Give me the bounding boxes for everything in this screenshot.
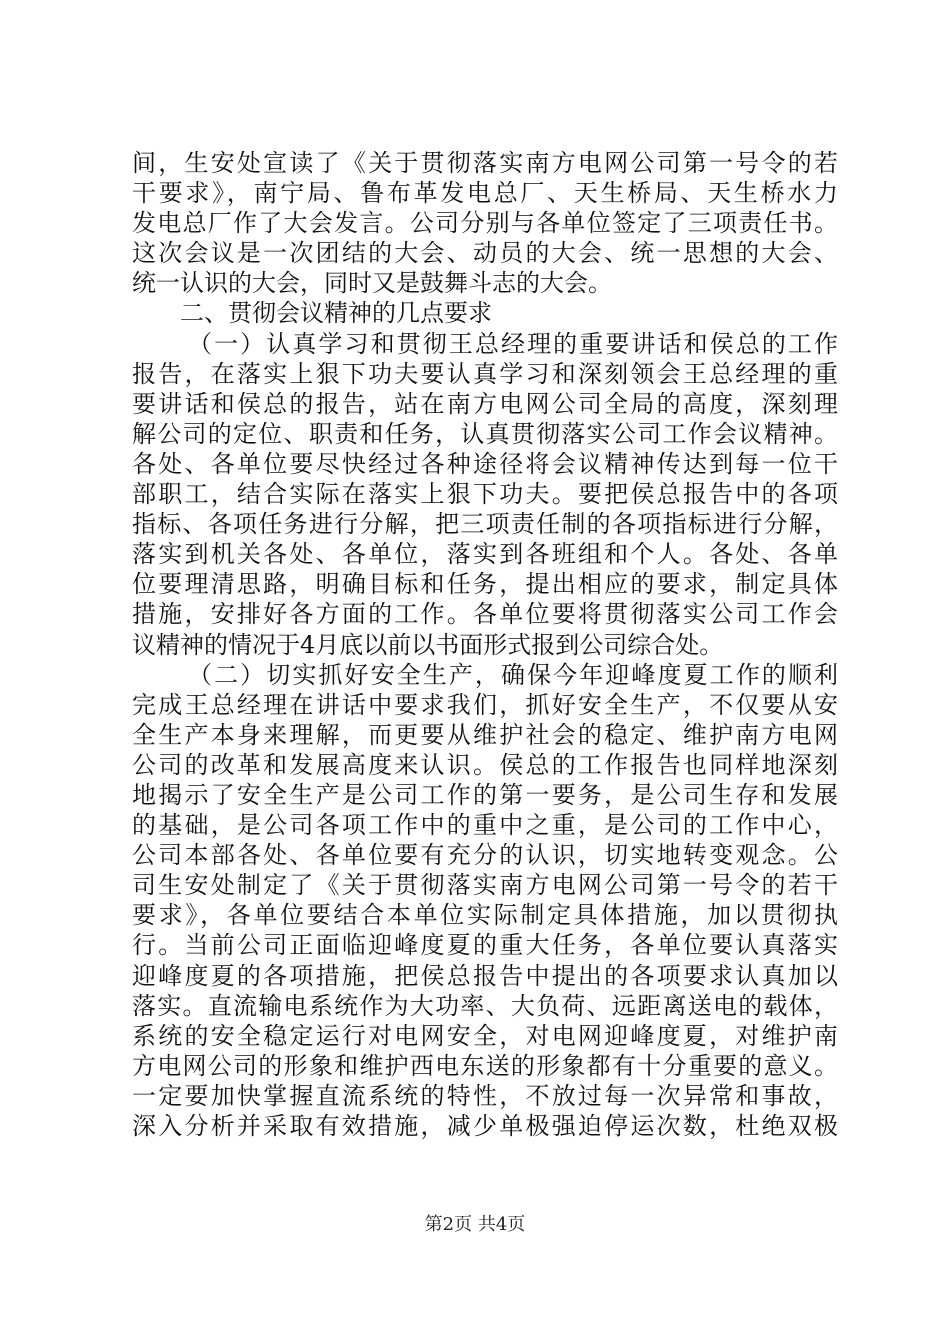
text-line: 这次会议是一次团结的大会、动员的大会、统一思想的大会、 <box>132 239 838 268</box>
text-line: 要求》，各单位要结合本单位实际制定具体措施，加以贯彻执 <box>132 901 838 930</box>
text-line: 的基础，是公司各项工作中的重中之重，是公司的工作中心， <box>132 811 838 840</box>
text-line: 司生安处制定了《关于贯彻落实南方电网公司第一号令的若干 <box>132 871 838 900</box>
text-line: 部职工，结合实际在落实上狠下功夫。要把侯总报告中的各项 <box>132 480 838 509</box>
text-line: 深入分析并采取有效措施，减少单极强迫停运次数，杜绝双极 <box>132 1112 838 1140</box>
text-line: 二、贯彻会议精神的几点要求 <box>180 299 492 328</box>
text-line: 方电网公司的形象和维护西电东送的形象都有十分重要的意义。 <box>132 1051 838 1080</box>
text-line: 公司的改革和发展高度来认识。侯总的工作报告也同样地深刻 <box>132 750 838 779</box>
page-footer: 第2页 共4页 <box>424 1214 526 1235</box>
text-line: 落实。直流输电系统作为大功率、大负荷、远距离送电的载体， <box>132 991 838 1020</box>
text-line: （二）切实抓好安全生产，确保今年迎峰度夏工作的顺利 <box>188 660 838 689</box>
text-line: 完成王总经理在讲话中要求我们，抓好安全生产，不仅要从安 <box>132 690 838 719</box>
text-line: 干要求》，南宁局、鲁布革发电总厂、天生桥局、天生桥水力 <box>132 179 838 208</box>
text-line: 指标、各项任务进行分解，把三项责任制的各项指标进行分解， <box>132 510 838 539</box>
text-line: 全生产本身来理解，而更要从维护社会的稳定、维护南方电网 <box>132 720 838 749</box>
text-line: 落实到机关各处、各单位，落实到各班组和个人。各处、各单 <box>132 540 838 569</box>
text-line: 一定要加快掌握直流系统的特性，不放过每一次异常和事故， <box>132 1081 838 1110</box>
text-line: 议精神的情况于4月底以前以书面形式报到公司综合处。 <box>132 630 724 659</box>
text-line: 报告，在落实上狠下功夫要认真学习和深刻领会王总经理的重 <box>132 359 838 388</box>
text-line: 统一认识的大会，同时又是鼓舞斗志的大会。 <box>132 269 612 298</box>
text-line: 迎峰度夏的各项措施，把侯总报告中提出的各项要求认真加以 <box>132 961 838 990</box>
text-line: 位要理清思路，明确目标和任务，提出相应的要求，制定具体 <box>132 570 838 599</box>
text-line: 系统的安全稳定运行对电网安全，对电网迎峰度夏，对维护南 <box>132 1021 838 1050</box>
text-line: 各处、各单位要尽快经过各种途径将会议精神传达到每一位干 <box>132 449 838 478</box>
text-line: 行。当前公司正面临迎峰度夏的重大任务，各单位要认真落实 <box>132 931 838 960</box>
text-line: 间，生安处宣读了《关于贯彻落实南方电网公司第一号令的若 <box>132 149 838 177</box>
text-line: 发电总厂作了大会发言。公司分别与各单位签定了三项责任书。 <box>132 209 838 238</box>
text-line: 公司本部各处、各单位要有充分的认识，切实地转变观念。公 <box>132 841 838 870</box>
text-line: 要讲话和侯总的报告，站在南方电网公司全局的高度，深刻理 <box>132 389 838 418</box>
document-body <box>132 148 838 1141</box>
text-line: （一）认真学习和贯彻王总经理的重要讲话和侯总的工作 <box>188 329 838 358</box>
text-line: 解公司的定位、职责和任务，认真贯彻落实公司工作会议精神。 <box>132 419 838 448</box>
text-line: 措施，安排好各方面的工作。各单位要将贯彻落实公司工作会 <box>132 600 838 629</box>
text-line: 地揭示了安全生产是公司工作的第一要务，是公司生存和发展 <box>132 780 838 809</box>
